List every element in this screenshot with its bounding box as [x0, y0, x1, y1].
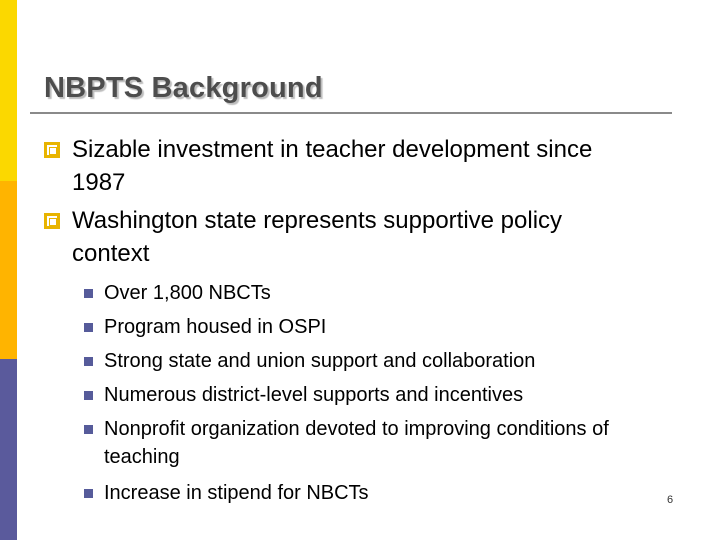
- filled-square-bullet-icon: [84, 357, 93, 366]
- filled-square-bullet-icon: [84, 489, 93, 498]
- sub-bullet-text: Over 1,800 NBCTs: [104, 282, 271, 304]
- sidebar-segment-orange: [0, 181, 17, 359]
- bullet-text: [72, 133, 692, 199]
- page-number: 6: [667, 494, 674, 506]
- title-underline: [30, 112, 672, 114]
- sidebar-segment-yellow: [0, 0, 17, 181]
- sub-bullet-text-line: Nonprofit organization devoted to improving conditions of: [104, 418, 609, 440]
- square-bullet-icon: [44, 142, 60, 158]
- sidebar-segment-purple: [0, 359, 17, 540]
- sub-bullet-text: [104, 414, 714, 472]
- square-bullet-icon: [44, 213, 60, 229]
- bullet-text-line: context: [72, 240, 150, 267]
- bullet-text-line: 1987: [72, 169, 126, 196]
- bullet-text-line: Sizable investment in teacher development since: [72, 136, 593, 163]
- filled-square-bullet-icon: [84, 323, 93, 332]
- bullet-text-line: Washington state represents supportive policy: [72, 207, 563, 234]
- slide-title: NBPTS Background: [44, 72, 323, 104]
- decorative-sidebar: [0, 0, 17, 540]
- filled-square-bullet-icon: [84, 425, 93, 434]
- sub-bullet-text: Numerous district-level supports and incentives: [104, 384, 524, 406]
- sub-bullet-text: Increase in stipend for NBCTs: [104, 482, 369, 504]
- sub-bullet-text: Strong state and union support and collaboration: [104, 350, 536, 372]
- sub-bullet-text: Program housed in OSPI: [104, 316, 327, 338]
- bullet-text: [72, 204, 692, 270]
- filled-square-bullet-icon: [84, 289, 93, 298]
- sub-bullet-text-line: teaching: [104, 446, 180, 468]
- filled-square-bullet-icon: [84, 391, 93, 400]
